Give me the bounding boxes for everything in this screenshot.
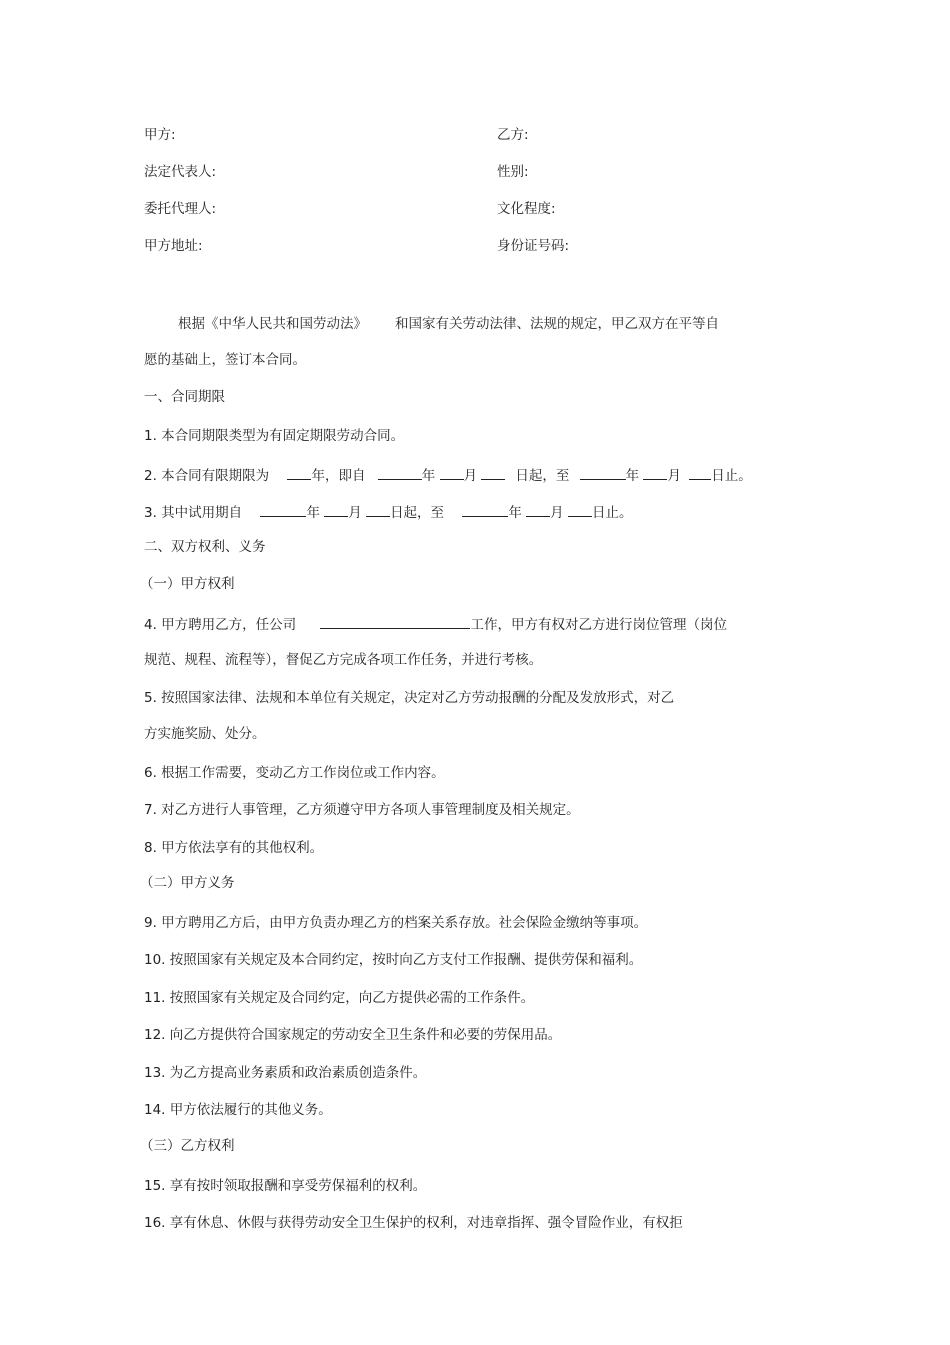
- clause-7: 7. 对乙方进行人事管理，乙方须遵守甲方各项人事管理制度及相关规定。: [144, 802, 580, 818]
- intro-part2: 和国家有关劳动法律、法规的规定，甲乙双方在平等自: [395, 316, 719, 332]
- blank-trial-end-day[interactable]: [568, 502, 592, 517]
- clause-1: 1. 本合同期限类型为有固定期限劳动合同。: [144, 428, 405, 444]
- address-a-label: 甲方地址:: [144, 238, 203, 254]
- agent-label: 委托代理人:: [144, 201, 217, 217]
- intro-part1: 根据《中华人民共和国劳动法》: [178, 316, 367, 332]
- blank-position[interactable]: [320, 614, 470, 629]
- subsection-a-obligations: （二）甲方义务: [140, 875, 235, 891]
- party-b-label: 乙方:: [497, 127, 529, 143]
- clause-5-line2: 方实施奖励、处分。: [144, 726, 266, 742]
- clause-6: 6. 根据工作需要，变动乙方工作岗位或工作内容。: [144, 765, 445, 781]
- legal-rep-label: 法定代表人:: [144, 164, 217, 180]
- subsection-b-rights: （三）乙方权利: [140, 1138, 235, 1154]
- education-label: 文化程度:: [497, 201, 556, 217]
- clause-13: 13. 为乙方提高业务素质和政治素质创造条件。: [144, 1065, 427, 1081]
- blank-start-year[interactable]: [378, 465, 422, 480]
- intro-paragraph: [178, 315, 719, 333]
- clause-11: 11. 按照国家有关规定及合同约定，向乙方提供必需的工作条件。: [144, 990, 535, 1006]
- blank-end-year[interactable]: [580, 465, 626, 480]
- blank-end-month[interactable]: [643, 465, 667, 480]
- clause-15: 15. 享有按时领取报酬和享受劳保福利的权利。: [144, 1178, 427, 1194]
- blank-years[interactable]: [287, 465, 311, 480]
- subsection-a-rights: （一）甲方权利: [140, 576, 235, 592]
- clause-4: 4. 甲方聘用乙方，任公司 工作，甲方有权对乙方进行岗位管理（岗位: [144, 614, 727, 634]
- clause-2: 2. 本合同有限期限为 年，即自 年 月 日起，至 年 月 日止。: [144, 465, 752, 485]
- id-number-label: 身份证号码:: [497, 238, 570, 254]
- blank-trial-end-month[interactable]: [526, 502, 550, 517]
- gender-label: 性别:: [497, 164, 529, 180]
- blank-end-day[interactable]: [689, 465, 711, 480]
- clause-9: 9. 甲方聘用乙方后，由甲方负责办理乙方的档案关系存放。社会保险金缴纳等事项。: [144, 915, 648, 931]
- intro-line2: 愿的基础上，签订本合同。: [144, 352, 306, 368]
- clause-4-line2: 规范、规程、流程等），督促乙方完成各项工作任务，并进行考核。: [144, 652, 543, 668]
- section-heading-term: 一、合同期限: [144, 389, 225, 405]
- clause-14: 14. 甲方依法履行的其他义务。: [144, 1102, 332, 1118]
- blank-trial-end-year[interactable]: [462, 502, 508, 517]
- blank-trial-start-day[interactable]: [366, 502, 390, 517]
- section-heading-rights: 二、双方权利、义务: [144, 539, 266, 555]
- blank-start-day[interactable]: [481, 465, 505, 480]
- clause-16: 16. 享有休息、休假与获得劳动安全卫生保护的权利，对违章指挥、强令冒险作业，有权拒: [144, 1215, 683, 1231]
- clause-5: 5. 按照国家法律、法规和本单位有关规定，决定对乙方劳动报酬的分配及发放形式，对乙: [144, 690, 675, 706]
- party-a-label: 甲方:: [144, 127, 176, 143]
- clause-8: 8. 甲方依法享有的其他权利。: [144, 840, 324, 856]
- clause-10: 10. 按照国家有关规定及本合同约定，按时向乙方支付工作报酬、提供劳保和福利。: [144, 952, 643, 968]
- blank-trial-start-year[interactable]: [260, 502, 306, 517]
- blank-trial-start-month[interactable]: [324, 502, 348, 517]
- blank-start-month[interactable]: [440, 465, 464, 480]
- clause-3: 3. 其中试用期自 年 月 日起，至 年 月 日止。: [144, 502, 632, 522]
- clause-12: 12. 向乙方提供符合国家规定的劳动安全卫生条件和必要的劳保用品。: [144, 1027, 562, 1043]
